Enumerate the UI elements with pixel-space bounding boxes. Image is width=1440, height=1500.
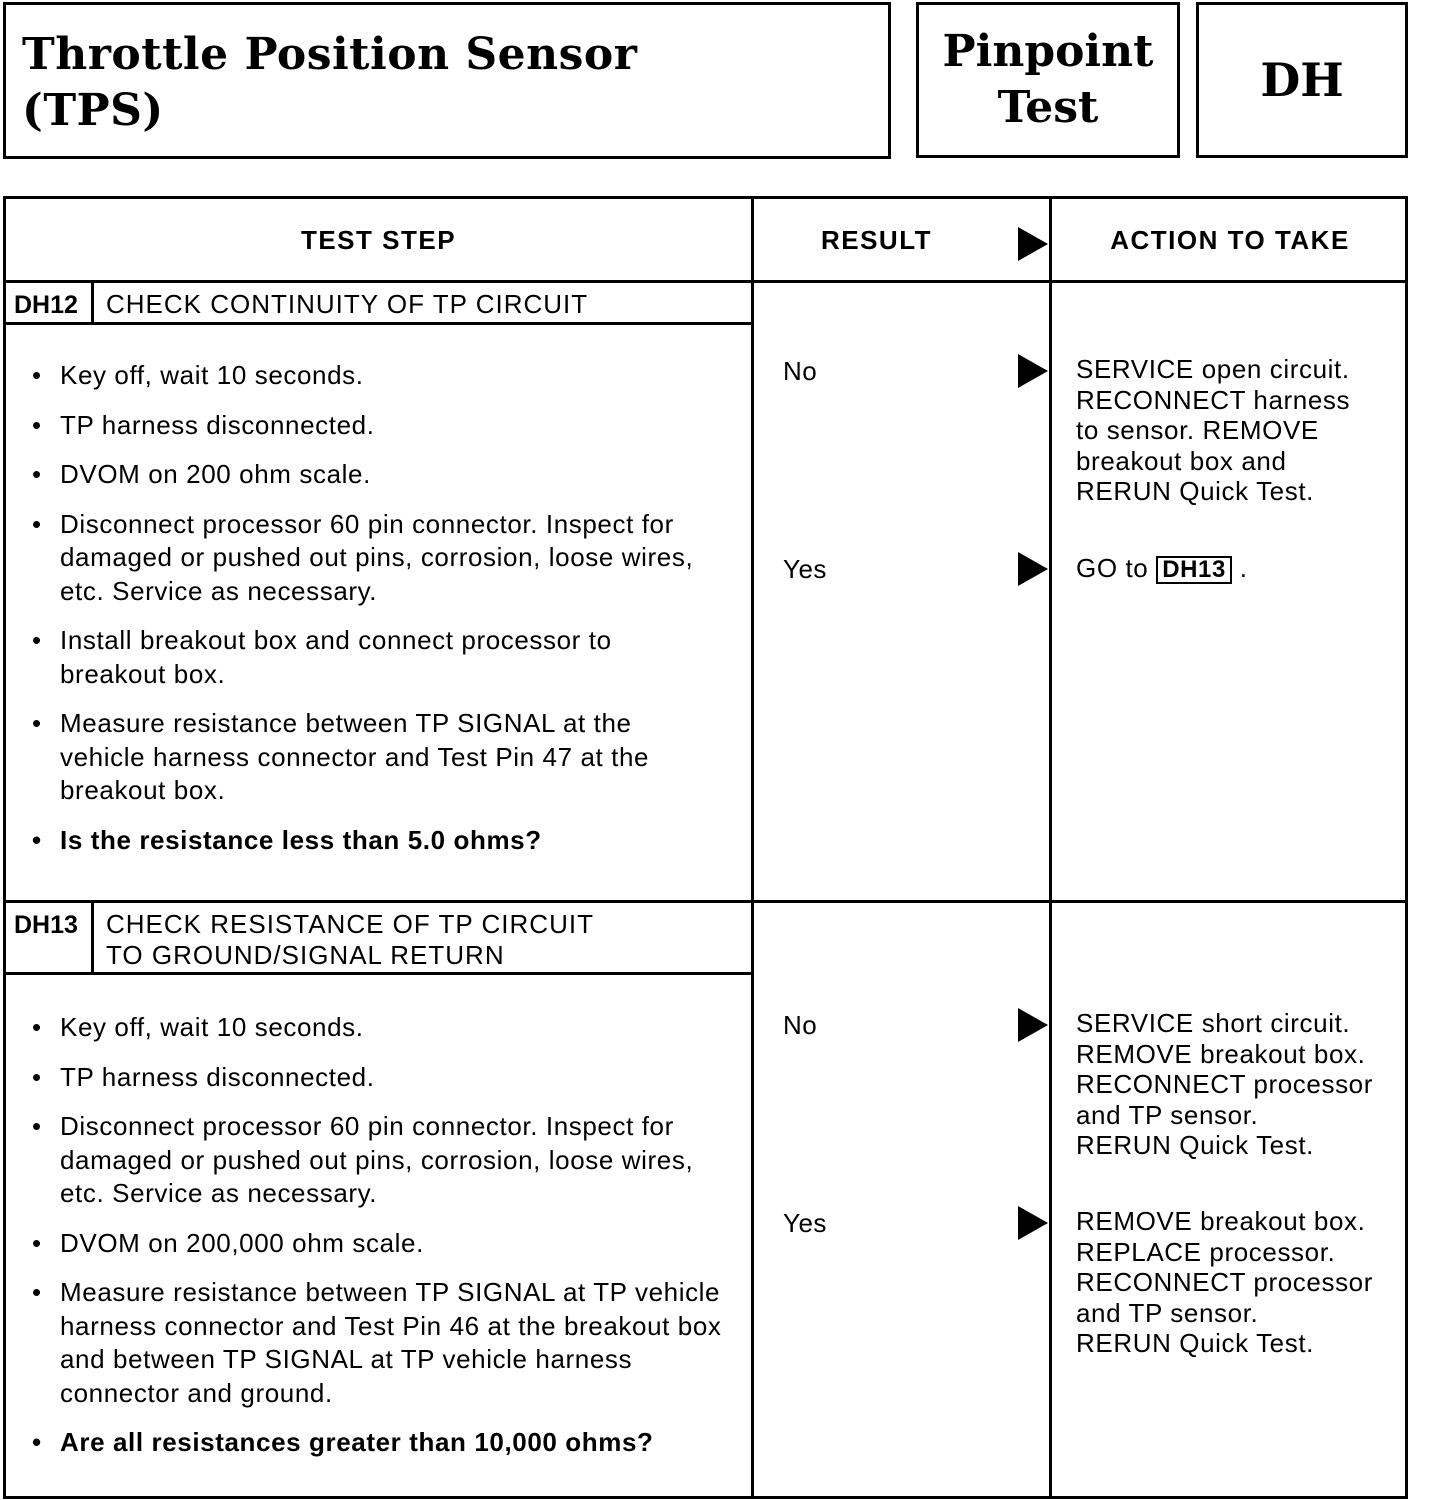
list-item: • Disconnect processor 60 pin connector. Inspect for damaged or pushed out pins, corrosion, loose wires, etc. Service as necessary.	[32, 508, 722, 609]
page-title	[22, 27, 637, 139]
arrow-right-icon	[1018, 1206, 1048, 1240]
step-title-dh12	[106, 289, 588, 320]
action-line: RECONNECT processor	[1076, 1267, 1373, 1297]
arrow-right-icon	[1018, 552, 1048, 586]
step-title-line: CHECK CONTINUITY OF TP CIRCUIT	[106, 289, 589, 319]
step-id-divider	[91, 903, 94, 975]
action-line: REPLACE processor.	[1076, 1236, 1336, 1267]
arrow-right-icon	[1018, 354, 1048, 388]
test-table	[3, 196, 1408, 1499]
list-item: • TP harness disconnected.	[32, 1061, 722, 1095]
action-line: SERVICE short circuit.	[1076, 1008, 1351, 1038]
list-item: • Key off, wait 10 seconds.	[32, 1011, 722, 1045]
step-title-line: CHECK RESISTANCE OF TP CIRCUIT	[106, 909, 594, 939]
column-divider	[751, 199, 754, 1499]
list-item: • DVOM on 200 ohm scale.	[32, 458, 722, 492]
list-item: • Measure resistance between TP SIGNAL at TP vehicle harness connector and Test Pin 46 at the breakout box and between TP SIGNAL at TP vehicle harness connector and ground.	[32, 1276, 722, 1410]
action-line: and TP sensor.	[1076, 1099, 1259, 1130]
title-line-1: Throttle Position Sensor	[22, 29, 638, 80]
action-line: SERVICE open circuit.	[1076, 354, 1350, 384]
list-item: • Install breakout box and connect processor to breakout box.	[32, 624, 722, 691]
action-line: REMOVE breakout box.	[1076, 1206, 1366, 1236]
step-title-dh13	[106, 909, 594, 971]
action-line: RECONNECT harness	[1076, 384, 1351, 415]
column-header-result: RESULT	[820, 225, 933, 255]
step-id-dh12: DH12	[14, 291, 78, 319]
column-divider	[1049, 199, 1052, 1499]
list-item: • TP harness disconnected.	[32, 409, 722, 443]
title-line-2: (TPS)	[22, 85, 164, 136]
action-text: .	[1239, 553, 1248, 583]
title-box	[3, 2, 891, 159]
action-dh13-yes	[1076, 1206, 1373, 1359]
action-line: to sensor. REMOVE	[1076, 415, 1319, 445]
action-line: RERUN Quick Test.	[1076, 1130, 1314, 1160]
column-header-test-step: TEST STEP	[300, 225, 457, 255]
list-item: • Measure resistance between TP SIGNAL at the vehicle harness connector and Test Pin 47 at the breakout box.	[32, 707, 722, 808]
test-code: DH	[1260, 53, 1344, 107]
result-no: No	[783, 356, 818, 386]
list-item: • Key off, wait 10 seconds.	[32, 359, 722, 393]
result-no: No	[783, 1010, 818, 1040]
action-line: RERUN Quick Test.	[1076, 476, 1314, 506]
pinpoint-test-box	[916, 2, 1180, 158]
step-instructions-dh13	[32, 1011, 722, 1476]
step-title-rule	[6, 322, 751, 325]
result-yes: Yes	[783, 554, 827, 584]
test-label: Test	[997, 82, 1099, 133]
step-separator	[6, 900, 1408, 903]
column-header-action: ACTION TO TAKE	[1110, 225, 1350, 255]
step-reference-dh13[interactable]: DH13	[1156, 556, 1232, 584]
action-line: and TP sensor.	[1076, 1297, 1259, 1328]
action-line: breakout box and	[1076, 445, 1287, 476]
arrow-right-icon	[1018, 227, 1048, 261]
pinpoint-label: Pinpoint	[942, 26, 1154, 77]
list-item: • Disconnect processor 60 pin connector. Inspect for damaged or pushed out pins, corrosion, loose wires, etc. Service as necessary.	[32, 1110, 722, 1211]
result-yes: Yes	[783, 1208, 827, 1238]
list-item: • DVOM on 200,000 ohm scale.	[32, 1227, 722, 1261]
action-line: RERUN Quick Test.	[1076, 1328, 1314, 1358]
step-question: • Are all resistances greater than 10,000 ohms?	[32, 1426, 722, 1460]
step-id-divider	[91, 283, 94, 325]
action-text: GO to	[1076, 553, 1149, 583]
step-id-dh13: DH13	[14, 911, 78, 939]
step-title-line: TO GROUND/SIGNAL RETURN	[106, 940, 505, 970]
test-code-box	[1196, 2, 1408, 158]
action-line: REMOVE breakout box.	[1076, 1038, 1366, 1069]
arrow-right-icon	[1018, 1008, 1048, 1042]
action-dh12-no	[1076, 354, 1350, 507]
step-instructions-dh12	[32, 359, 722, 873]
step-question: • Is the resistance less than 5.0 ohms?	[32, 824, 722, 858]
action-line: RECONNECT processor	[1076, 1069, 1373, 1099]
action-dh12-yes	[1076, 553, 1248, 584]
step-title-rule	[6, 972, 751, 975]
action-dh13-no	[1076, 1008, 1373, 1161]
